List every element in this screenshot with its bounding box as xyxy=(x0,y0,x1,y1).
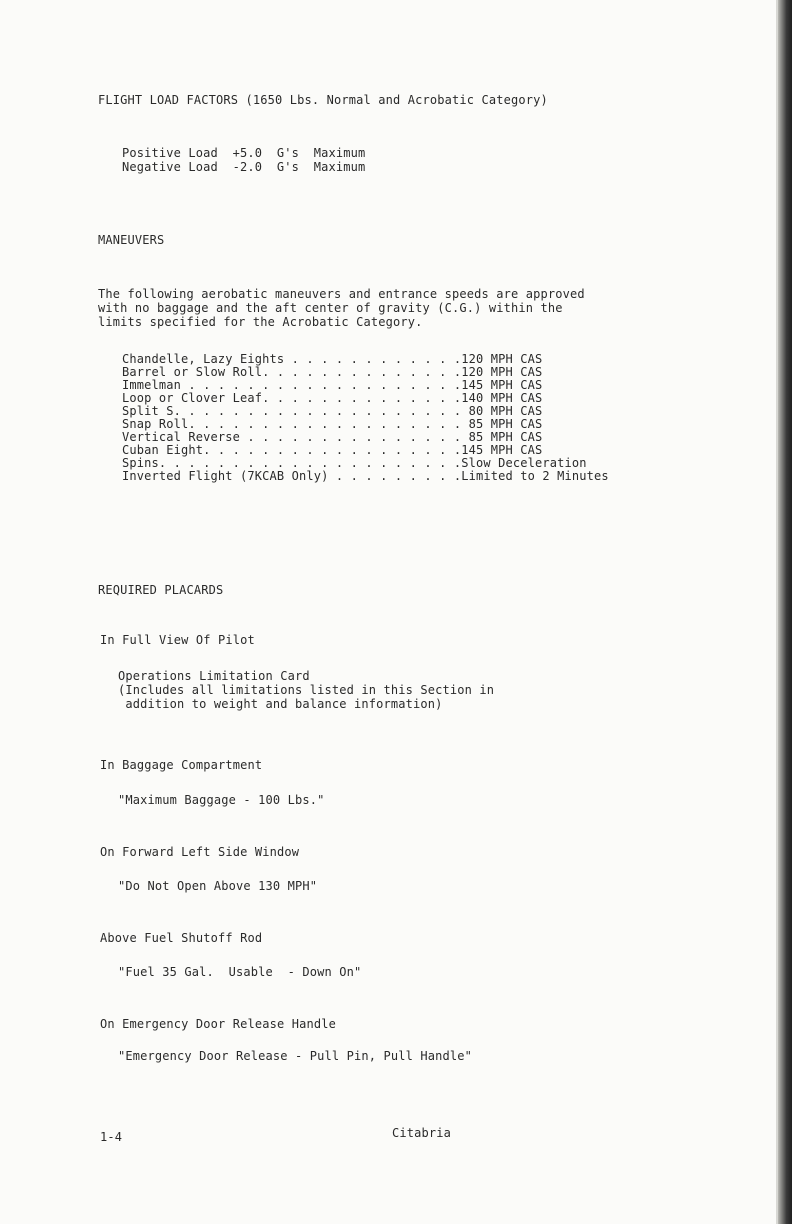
positive-load-line: Positive Load +5.0 G's Maximum xyxy=(122,146,366,160)
window-title: On Forward Left Side Window xyxy=(100,845,300,859)
fuel-placard-text: "Fuel 35 Gal. Usable - Down On" xyxy=(118,965,362,979)
fuel-title: Above Fuel Shutoff Rod xyxy=(100,931,263,945)
required-placards-heading: REQUIRED PLACARDS xyxy=(98,583,224,597)
maneuvers-intro-line-3: limits specified for the Acrobatic Category. xyxy=(98,315,423,329)
maneuver-row: Immelman . . . . . . . . . . . . . . . . . . .145 MPH CAS xyxy=(122,378,543,392)
pilot-view-line: (Includes all limitations listed in this Section in xyxy=(118,683,495,697)
maneuver-row: Loop or Clover Leaf. . . . . . . . . . . . . .140 MPH CAS xyxy=(122,391,543,405)
footer-title: Citabria xyxy=(392,1126,451,1140)
door-title: On Emergency Door Release Handle xyxy=(100,1017,336,1031)
maneuver-row: Spins. . . . . . . . . . . . . . . . . . . . .Slow Deceleration xyxy=(122,456,587,470)
maneuver-row: Snap Roll. . . . . . . . . . . . . . . . . . . 85 MPH CAS xyxy=(122,417,543,431)
baggage-placard-text: "Maximum Baggage - 100 Lbs." xyxy=(118,793,325,807)
baggage-title: In Baggage Compartment xyxy=(100,758,263,772)
page-number: 1-4 xyxy=(100,1130,123,1144)
negative-load-line: Negative Load -2.0 G's Maximum xyxy=(122,160,366,174)
maneuver-row: Cuban Eight. . . . . . . . . . . . . . . . . .145 MPH CAS xyxy=(122,443,543,457)
pilot-view-line: Operations Limitation Card xyxy=(118,669,310,683)
maneuvers-heading: MANEUVERS xyxy=(98,233,165,247)
page-edge-shadow xyxy=(778,0,792,1224)
maneuver-row: Inverted Flight (7KCAB Only) . . . . . . . . .Limited to 2 Minutes xyxy=(122,469,609,483)
pilot-view-line: addition to weight and balance information) xyxy=(118,697,443,711)
maneuvers-intro-line-2: with no baggage and the aft center of gravity (C.G.) within the xyxy=(98,301,563,315)
maneuver-row: Chandelle, Lazy Eights . . . . . . . . . . . .120 MPH CAS xyxy=(122,352,543,366)
maneuver-row: Vertical Reverse . . . . . . . . . . . . . . . 85 MPH CAS xyxy=(122,430,543,444)
maneuver-row: Barrel or Slow Roll. . . . . . . . . . . . . .120 MPH CAS xyxy=(122,365,543,379)
window-placard-text: "Do Not Open Above 130 MPH" xyxy=(118,879,318,893)
maneuver-row: Split S. . . . . . . . . . . . . . . . . . . . 80 MPH CAS xyxy=(122,404,543,418)
flight-load-factors-heading: FLIGHT LOAD FACTORS (1650 Lbs. Normal and Acrobatic Category) xyxy=(98,93,548,107)
pilot-view-title: In Full View Of Pilot xyxy=(100,633,255,647)
maneuvers-intro-line-1: The following aerobatic maneuvers and entrance speeds are approved xyxy=(98,287,585,301)
door-placard-text: "Emergency Door Release - Pull Pin, Pull Handle" xyxy=(118,1049,472,1063)
